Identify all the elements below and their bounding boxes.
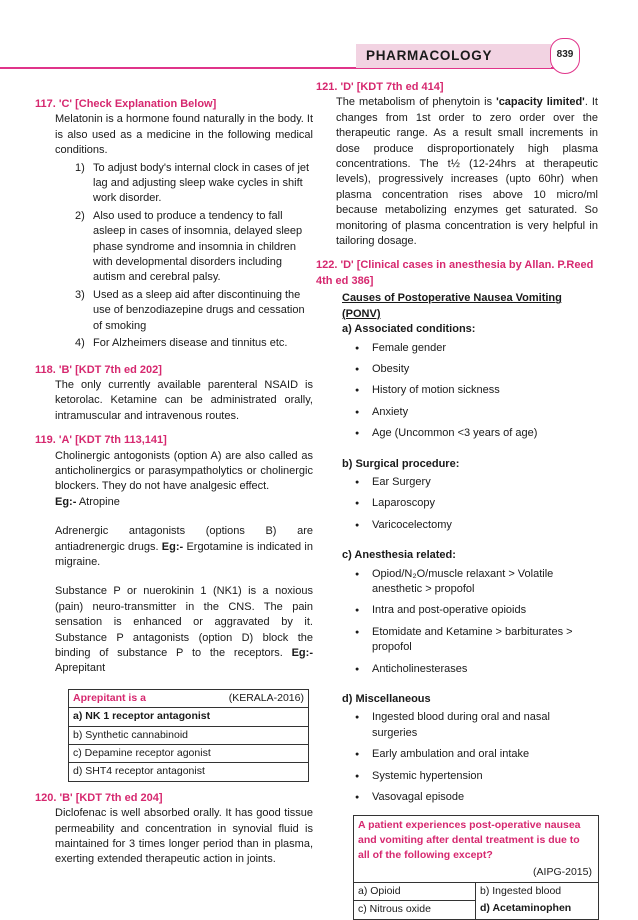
list-item: ● Varicocelectomy	[342, 518, 598, 533]
left-column	[35, 97, 313, 868]
list-item: ● Ear Surgery	[342, 475, 598, 490]
answer-heading: 120. 'B' [KDT 7th ed 204]	[35, 791, 163, 804]
associated-conditions-list	[342, 341, 598, 442]
section-title: PHARMACOLOGY	[366, 48, 493, 63]
list-item: ● Early ambulation and oral intake	[342, 747, 598, 762]
answer-117	[35, 97, 313, 352]
list-item: ● Obesity	[342, 362, 598, 377]
answer-119	[35, 433, 313, 677]
answer-heading: 119. 'A' [KDT 7th 113,141]	[35, 434, 167, 447]
group-label: c) Anesthesia related:	[342, 549, 456, 562]
option-c: c) Nitrous oxide	[354, 900, 476, 918]
answer-text: Cholinergic antogonists (option A) are also called as anticholinergics or parasympatholytics or cholinergic blockers. They do not have analgesic effect. Eg:- Atropine	[55, 449, 313, 508]
list-item: ● Systemic hypertension	[342, 769, 598, 784]
box-source: (KERALA-2016)	[228, 691, 304, 704]
ponv-subtitle: Causes of Postoperative Nausea Vomiting (PONV)	[342, 292, 562, 320]
question-box-aprepitant	[68, 689, 309, 782]
box-question: Aprepitant is a	[73, 691, 146, 704]
list-item: 3) Used as a sleep aid after discontinuing the use of benzodiazepine drugs and cessation of smoking	[75, 288, 305, 332]
list-item: ● Vasovagal episode	[342, 790, 598, 805]
miscellaneous-list	[342, 710, 598, 805]
answer-text: Melatonin is a hormone found naturally in the body. It is also used as a medicine in the following medical conditions.	[55, 113, 313, 157]
option-d: d) Acetaminophen	[480, 902, 572, 915]
list-item: ● Age (Uncommon <3 years of age)	[342, 426, 598, 441]
list-item: ● Ingested blood during oral and nasal surgeries	[342, 710, 598, 741]
list-item: ● History of motion sickness	[342, 383, 598, 398]
anesthesia-related-list	[342, 567, 598, 677]
list-item: ● Intra and post-operative opioids	[342, 603, 598, 618]
group-label: d) Miscellaneous	[342, 693, 431, 705]
list-item: 1) To adjust body's internal clock in cases of jet lag and adjusting sleep wake cycles in shift work disorder.	[75, 161, 310, 205]
answer-text: Adrenergic antagonists (options B) are antiadrenergic drugs. Eg:- Ergotamine is indicated in migraine.	[55, 525, 313, 568]
surgical-procedure-list	[342, 475, 598, 533]
option-c: c) Depamine receptor agonist	[69, 744, 308, 762]
answer-text: The only currently available parenteral NSAID is ketorolac. Ketamine can be administrated orally, intramuscular and intravenous routes.	[55, 378, 313, 422]
option-d: d) SHT4 receptor antagonist	[69, 762, 308, 780]
list-item: ● Anticholinesterases	[342, 662, 598, 677]
list-item: ● Female gender	[342, 341, 598, 356]
answer-118	[35, 363, 313, 425]
group-label: a) Associated conditions:	[342, 323, 476, 336]
answer-text: The metabolism of phenytoin is 'capacity limited'. It changes from 1st order to zero order over the therapeutic range. As a result small increments in dose produce disproportionately high plasma concentrations. The t½ (12-24hrs at therapeutic levels), progressively increases (upto 60hr) when plasma concentration rises above 10 micro/ml because metabolizing enzymes get saturated. So monitoring of plasma concentration is very helpful in tailoring dosage.	[336, 96, 598, 248]
question-box-ponv	[353, 815, 599, 919]
option-a: a) NK 1 receptor antagonist	[69, 707, 308, 725]
group-label: b) Surgical procedure:	[342, 457, 460, 470]
list-item: ● Laparoscopy	[342, 496, 598, 511]
answer-text: Diclofenac is well absorbed orally. It has good tissue permeability and concentration in synovial fluid is maintained for 3 times longer period than in plasma, exerting extended therapeutic action in joints.	[55, 807, 313, 866]
answer-121	[316, 80, 598, 249]
list-item: ● Anxiety	[342, 405, 598, 420]
list-item: 4) For Alzheimers disease and tinnitus etc.	[75, 337, 288, 350]
answer-heading: 121. 'D' [KDT 7th ed 414]	[316, 81, 444, 93]
page-number: 839	[550, 38, 580, 74]
list-item: 2) Also used to produce a tendency to fall asleep in cases of insomnia, delayed sleep phase syndrome and insomnia in children with developmental disorders including autism and cerebral palsy.	[75, 209, 303, 284]
box-question: A patient experiences post-operative nausea and vomiting after dental treatment is due to all of the following except?	[358, 819, 581, 862]
answer-heading: 118. 'B' [KDT 7th ed 202]	[35, 363, 162, 376]
option-a: a) Opioid	[354, 882, 476, 900]
box-source: (AIPG-2015)	[533, 866, 592, 879]
answer-120	[35, 791, 313, 868]
answer-heading: 117. 'C' [Check Explanation Below]	[35, 98, 217, 110]
option-b: b) Ingested blood	[476, 882, 598, 900]
right-column	[316, 80, 598, 920]
answer-text: Substance P or nuerokinin 1 (NK1) is a noxious (pain) neuro-transmitter in the CNS. The pain sensation is enhanced or aggravated by it. Substance P antagonists (option D) block the binding of substance P to the receptors. Eg:- Aprepitant	[55, 585, 313, 675]
option-b: b) Synthetic cannabinoid	[69, 726, 308, 744]
list-item: ● Opiod/N₂O/muscle relaxant > Volatile anesthetic > propofol	[342, 567, 598, 598]
use-list	[75, 161, 313, 352]
list-item: ● Etomidate and Ketamine > barbiturates > propofol	[342, 625, 598, 656]
answer-heading: 122. 'D' [Clinical cases in anesthesia by Allan. P.Reed 4th ed 386]	[316, 259, 594, 287]
answer-122	[316, 258, 598, 805]
